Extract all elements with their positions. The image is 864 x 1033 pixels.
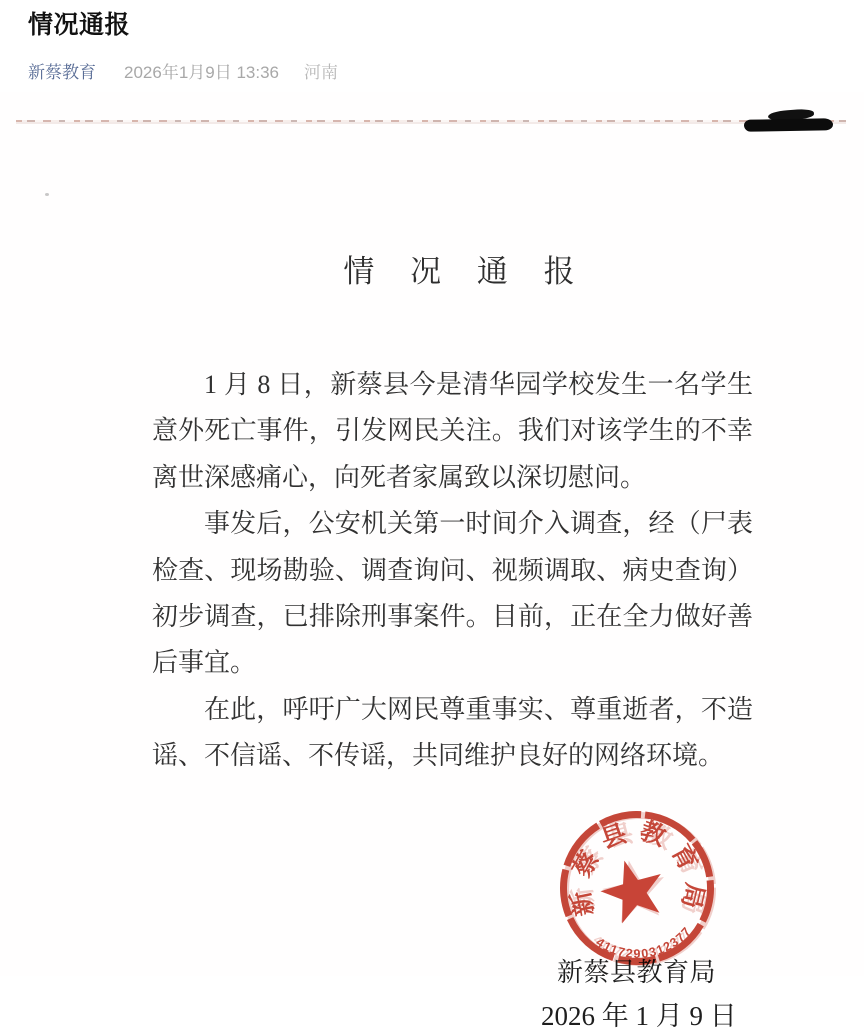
document-title: 情 况 通 报 (343, 254, 577, 289)
author-link[interactable]: 新蔡教育 (28, 63, 96, 82)
notice-document-image[interactable] (0, 92, 864, 1031)
publish-location: 河南 (304, 63, 338, 82)
scan-artifact-blob (744, 118, 833, 132)
article-title: 情况通报 (28, 11, 131, 39)
signature-date: 2026 年 1 月 9 日 (541, 1001, 737, 1031)
scan-artifact-line (16, 120, 846, 122)
official-seal (542, 793, 731, 982)
scan-speck (45, 193, 49, 196)
seal-number-text: 4117290312377 (593, 923, 695, 962)
document-paragraph: 事发后，公安机关第一时间介入调查，经（尸表检查、现场勘验、调查询问、视频调取、病史查询）初步调查，已排除刑事案件。目前，正在全力做好善后事宜。 (152, 509, 753, 678)
signature-agency: 新蔡县教育局 (557, 958, 717, 987)
article-meta (28, 58, 338, 83)
seal-arc-text: 新蔡县教育局 (566, 817, 709, 920)
publish-date: 2026年1月9日 13:36 (124, 63, 279, 82)
seal-ghost-impression (564, 814, 714, 964)
document-paragraph: 1 月 8 日，新蔡县今是清华园学校发生一名学生意外死亡事件，引发网民关注。我们对该学生的不幸离世深感痛心，向死者家属致以深切慰问。 (152, 370, 753, 492)
document-paragraph: 在此，呼吁广大网民尊重事实、尊重逝者，不造谣、不信谣、不传谣，共同维护良好的网络环境。 (152, 694, 753, 771)
signature-block (0, 707, 864, 1031)
